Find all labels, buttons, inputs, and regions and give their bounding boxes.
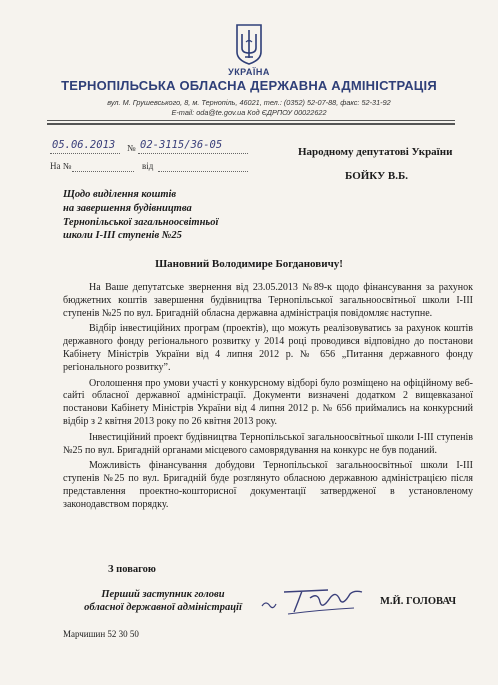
greeting: Шановний Володимире Богдановичу! xyxy=(155,258,343,270)
handwritten-signature-icon xyxy=(258,582,373,618)
incoming-date-line xyxy=(158,170,248,172)
registration-number-prefix: № xyxy=(127,143,136,153)
signer-title-line: Перший заступник голови xyxy=(101,589,225,600)
subject-line: на завершення будівництва xyxy=(63,202,192,214)
closing-regards: З повагою xyxy=(108,564,156,575)
incoming-prefix: На № xyxy=(50,161,72,171)
signer-title xyxy=(73,588,253,614)
letterhead-address: вул. М. Грушевського, 8, м. Тернопіль, 46021, тел.: (0352) 52-07-88, факс: 52-31-92 xyxy=(107,98,391,107)
body-paragraph: Оголошення про умови участі у конкурсному відборі було розміщено на офіційному веб-сайті обласної державної адміністрації. Документи визначені додатком 2 вищевказаної постанови Кабінету Міністрів України від 4 липня 2012 р. № 656 приймались на конкурсний відбір з 2 квітня 2013 року по 26 квітня 2013 року. xyxy=(63,377,473,427)
body-paragraph: Можливість фінансування добудови Тернопільської загальноосвітньої школи І-ІІІ ступенів №25 по вул. Бригадній буде розглянуто обласною державною адміністрацією після представлення проектно-кошторисної документації затвердженої в установленому законодавством порядку. xyxy=(63,460,473,510)
registration-number: 02-3115/36-05 xyxy=(140,139,223,151)
letter-body xyxy=(63,282,473,515)
subject-line: Тернопільської загальноосвітньої xyxy=(63,216,219,228)
letterhead-divider-bold xyxy=(47,123,455,125)
executor-contact: Марчишин 52 30 50 xyxy=(63,629,139,639)
date-underline xyxy=(50,152,120,154)
number-underline xyxy=(138,152,248,154)
signer-title-line: обласної державної адміністрації xyxy=(84,602,242,613)
letterhead-country: УКРАЇНА xyxy=(228,67,270,77)
incoming-from-label: від xyxy=(142,161,154,171)
body-paragraph: Відбір інвестиційних програм (проектів), що можуть реалізовуватись за рахунок коштів державного фонду регіонального розвитку у 2014 році проводився відповідно до постанови Кабінету Міністрів України від 4 липня 2012 р. № 656 „Питання державного фонду регіонального розвитку”. xyxy=(63,323,473,373)
subject-line: школи І-ІІІ ступенів №25 xyxy=(63,230,182,242)
registration-date: 05.06.2013 xyxy=(52,139,116,151)
subject-line: Щодо виділення коштів xyxy=(63,189,177,200)
trident-emblem-icon xyxy=(234,22,264,66)
incoming-number-line xyxy=(72,170,134,172)
body-paragraph: На Ваше депутатське звернення від 23.05.2013 №89-к щодо фінансування за рахунок бюджетних коштів завершення будівництва Тернопільської загальноосвітньої школи І-ІІІ ступенів №25 по вул. Бригадній обласна державна адміністрація повідомляє наступне. xyxy=(63,282,473,319)
letterhead-divider xyxy=(47,120,455,121)
body-paragraph: Інвестиційний проект будівництва Тернопільської загальноосвітньої школи І-ІІІ ступенів №25 по вул. Бригадній органами місцевого самоврядування на конкурс не був поданий. xyxy=(63,431,473,456)
signer-name: М.Й. ГОЛОВАЧ xyxy=(380,596,457,607)
addressee-name: БОЙКУ В.Б. xyxy=(345,170,408,182)
letterhead-email-code: E-mail: oda@te.gov.ua Код ЄДРПОУ 00022622 xyxy=(171,108,327,117)
addressee-position: Народному депутатові України xyxy=(298,146,453,158)
letterhead-organization: ТЕРНОПІЛЬСЬКА ОБЛАСНА ДЕРЖАВНА АДМІНІСТРАЦІЯ xyxy=(61,78,437,93)
letter-subject xyxy=(63,188,283,243)
